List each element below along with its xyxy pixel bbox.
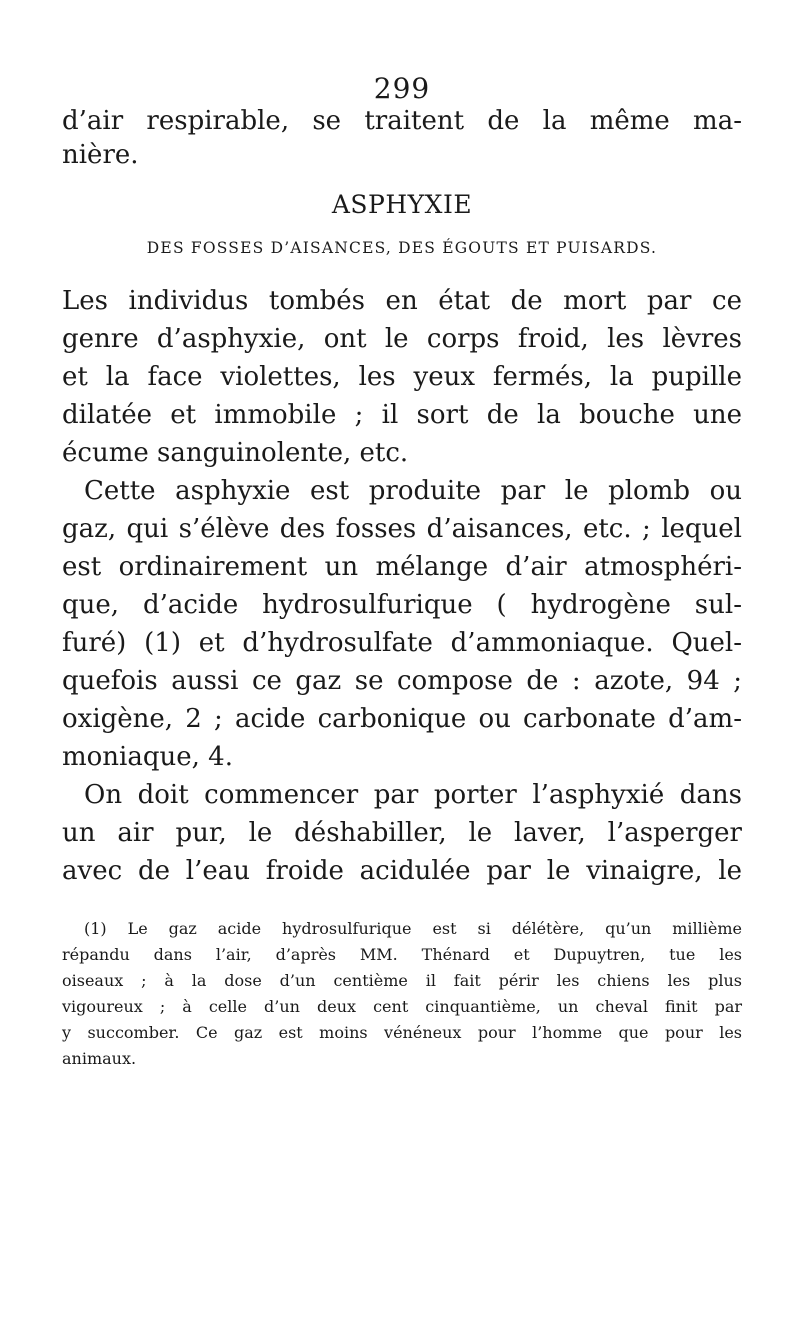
text-line: Cette asphyxie est produite par le plomb ou — [84, 476, 742, 506]
text-line: On doit commencer par porter l’asphyxié dans — [84, 780, 742, 810]
text-line: est ordinairement un mélange d’air atmosphéri- — [62, 552, 742, 582]
text-line: genre d’asphyxie, ont le corps froid, les lèvres — [62, 324, 742, 354]
text-line: oxigène, 2 ; acide carbonique ou carbonate d’am- — [62, 704, 742, 734]
text-line: quefois aussi ce gaz se compose de : azote, 94 ; — [62, 666, 742, 696]
footnote-line: y succomber. Ce gaz est moins vénéneux pour l’homme que pour les — [62, 1023, 742, 1042]
text-line: avec de l’eau froide acidulée par le vinaigre, le — [62, 856, 742, 886]
footnote-line: répandu dans l’air, d’après MM. Thénard et Dupuytren, tue les — [62, 945, 742, 964]
text-line: furé) (1) et d’hydrosulfate d’ammoniaque. Quel- — [62, 628, 742, 658]
text-line: Les individus tombés en état de mort par ce — [62, 286, 742, 316]
text-line: et la face violettes, les yeux fermés, la pupille — [62, 362, 742, 392]
section-heading: ASPHYXIE — [331, 190, 473, 219]
footnote-line: vigoureux ; à celle d’un deux cent cinquantième, un cheval finit par — [62, 997, 742, 1016]
page-number: 299 — [373, 72, 431, 105]
text-line: moniaque, 4. — [62, 742, 233, 772]
section-subheading: DES FOSSES D’AISANCES, DES ÉGOUTS ET PUISARDS. — [146, 239, 658, 257]
book-page — [62, 0, 742, 1323]
text-line: d’air respirable, se traitent de la même ma- — [62, 106, 742, 136]
footnote-line: oiseaux ; à la dose d’un centième il fait périr les chiens les plus — [62, 971, 742, 990]
text-line: écume sanguinolente, etc. — [62, 438, 409, 468]
footnote-line: animaux. — [62, 1049, 137, 1068]
text-line: un air pur, le déshabiller, le laver, l’asperger — [62, 818, 742, 848]
text-line: dilatée et immobile ; il sort de la bouche une — [62, 400, 742, 430]
text-line: gaz, qui s’élève des fosses d’aisances, etc. ; lequel — [62, 514, 742, 544]
text-line: que, d’acide hydrosulfurique ( hydrogène sul- — [62, 590, 742, 620]
text-line: nière. — [62, 140, 139, 170]
footnote-line: (1) Le gaz acide hydrosulfurique est si délétère, qu’un millième — [84, 919, 742, 938]
